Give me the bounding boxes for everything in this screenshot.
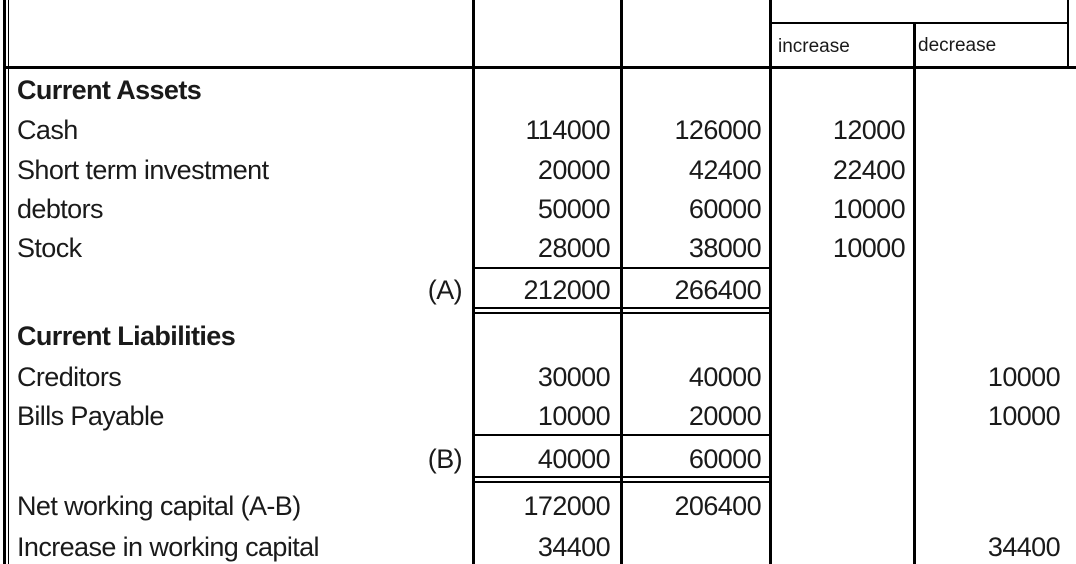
net-working-capital-col1: 172000 bbox=[523, 491, 610, 521]
total-a-col2: 266400 bbox=[674, 275, 761, 305]
increase-working-capital-decrease: 34400 bbox=[987, 532, 1060, 562]
column-divider-2 bbox=[620, 0, 623, 564]
increase-working-capital-col1: 34400 bbox=[537, 532, 610, 562]
table-left-border bbox=[3, 0, 6, 564]
total-b-col2: 60000 bbox=[688, 444, 761, 474]
current-assets-heading: Current Assets bbox=[17, 75, 202, 105]
bills-payable-decrease: 10000 bbox=[987, 401, 1060, 431]
sti-col1: 20000 bbox=[537, 155, 610, 185]
net-working-capital-label: Net working capital (A-B) bbox=[17, 491, 301, 521]
debtors-label: debtors bbox=[17, 194, 103, 224]
sti-col2: 42400 bbox=[688, 155, 761, 185]
creditors-decrease: 10000 bbox=[987, 362, 1060, 392]
debtors-increase: 10000 bbox=[832, 194, 905, 224]
bills-payable-label: Bills Payable bbox=[17, 401, 164, 431]
debtors-col2: 60000 bbox=[688, 194, 761, 224]
total-b-top-line bbox=[472, 434, 772, 436]
cash-label: Cash bbox=[17, 115, 78, 145]
table-left-border-inner bbox=[8, 0, 9, 564]
header-box-right bbox=[1067, 0, 1069, 69]
column-divider-3 bbox=[769, 0, 772, 564]
creditors-label: Creditors bbox=[17, 362, 122, 392]
creditors-col1: 30000 bbox=[537, 362, 610, 392]
stock-label: Stock bbox=[17, 233, 82, 263]
total-b-bottom-line bbox=[472, 476, 772, 478]
cash-col1: 114000 bbox=[525, 115, 610, 145]
increase-header: increase bbox=[778, 36, 850, 57]
bills-payable-col2: 20000 bbox=[688, 401, 761, 431]
stock-col2: 38000 bbox=[688, 233, 761, 263]
column-divider-4 bbox=[913, 24, 916, 564]
decrease-header: decrease bbox=[918, 35, 997, 56]
total-b-bottom-line-2 bbox=[472, 481, 772, 483]
sti-label: Short term investment bbox=[17, 155, 269, 185]
bills-payable-col1: 10000 bbox=[537, 401, 610, 431]
net-working-capital-col2: 206400 bbox=[674, 491, 761, 521]
total-b-marker: (B) bbox=[427, 444, 462, 474]
stock-col1: 28000 bbox=[537, 233, 610, 263]
total-b-col1: 40000 bbox=[537, 444, 610, 474]
sti-increase: 22400 bbox=[832, 155, 905, 185]
header-box-top bbox=[769, 22, 1069, 24]
stock-increase: 10000 bbox=[832, 233, 905, 263]
cash-col2: 126000 bbox=[674, 115, 761, 145]
total-a-marker: (A) bbox=[427, 275, 462, 305]
column-divider-1 bbox=[472, 0, 475, 564]
current-liabilities-heading: Current Liabilities bbox=[17, 321, 236, 351]
increase-working-capital-label: Increase in working capital bbox=[17, 532, 319, 562]
total-a-bottom-line-2 bbox=[472, 312, 772, 314]
total-a-top-line bbox=[472, 267, 772, 269]
total-a-col1: 212000 bbox=[523, 275, 610, 305]
debtors-col1: 50000 bbox=[537, 194, 610, 224]
creditors-col2: 40000 bbox=[688, 362, 761, 392]
total-a-bottom-line bbox=[472, 307, 772, 309]
cash-increase: 12000 bbox=[832, 115, 905, 145]
